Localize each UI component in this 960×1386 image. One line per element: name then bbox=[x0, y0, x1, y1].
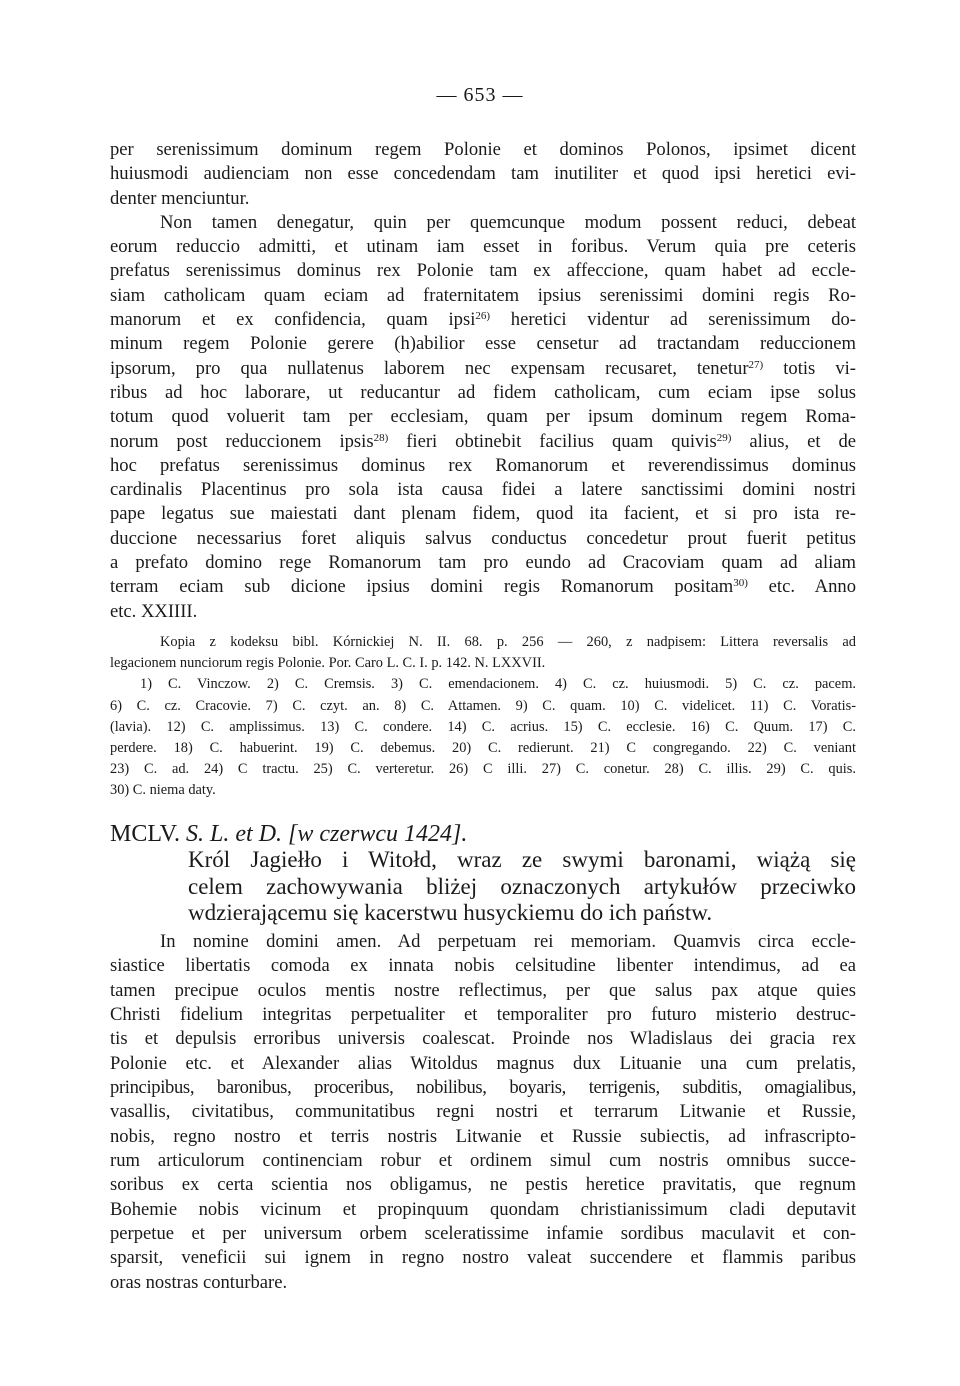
text-fragment: terram eciam sub dicione ipsius domini regis Romanorum positam bbox=[110, 576, 734, 598]
title-line: wdzierającemu się kacerstwu husyckiemu do ich państw. bbox=[188, 900, 713, 925]
footnotes bbox=[110, 632, 856, 802]
text-line: cardinalis Placentinus pro sola ista causa fidei a latere sanctissimi domini nostri bbox=[110, 479, 856, 501]
page-number: — 653 — bbox=[436, 84, 524, 106]
variant-note-line: 6) C. cz. Cracovie. 7) C. czyt. an. 8) C. Attamen. 9) C. quam. 10) C. videlicet. 11) C. Voratis- bbox=[110, 697, 856, 714]
document-text bbox=[110, 930, 856, 1295]
main-text-continued bbox=[110, 138, 856, 624]
document-title bbox=[188, 847, 856, 927]
text-fragment: totis vi- bbox=[783, 357, 856, 379]
text-line: totum quod voluerit tam per ecclesiam, quam per ipsum dominum regem Roma- bbox=[110, 406, 856, 428]
variant-note-line: 30) C. niema daty. bbox=[110, 782, 216, 799]
source-note-line: Kopia z kodeksu bibl. Kórnickiej N. II. 68. p. 256 — 260, z nadpisem: Littera reversalis ad bbox=[160, 634, 856, 650]
document-number: MCLV. bbox=[110, 821, 181, 847]
text-fragment: fieri obtinebit facilius quam quivis bbox=[406, 430, 717, 452]
text-line: duccione necessarius foret aliquis salvus conductus concedetur prout fuerit petitus bbox=[110, 527, 856, 549]
text-line: tis et depulsis erroribus universis coalescat. Proinde nos Wladislaus dei gracia rex bbox=[110, 1028, 856, 1050]
text-fragment: manorum et ex confidencia, quam ipsi bbox=[110, 309, 476, 331]
text-line: denter menciuntur. bbox=[110, 187, 250, 209]
text-line: ribus ad hoc laborare, ut reducantur ad fidem catholicam, cum eciam ipse solus bbox=[110, 381, 856, 403]
footnote-ref: 30) bbox=[733, 577, 748, 590]
text-line: rum articulorum continenciam robur et ordinem simul cum nostris omnibus succe- bbox=[110, 1150, 856, 1172]
variant-note-line: (lavia). 12) C. amplissimus. 13) C. condere. 14) C. acrius. 15) C. ecclesie. 16) C. Quum. 17) C. bbox=[110, 718, 856, 735]
text-line: per serenissimum dominum regem Polonie et dominos Polonos, ipsimet dicent bbox=[110, 139, 856, 160]
source-note-line: legacionem nunciorum regis Polonie. Por. Caro L. C. I. p. 142. N. LXXVII. bbox=[110, 655, 546, 672]
text-line: minum regem Polonie gerere (h)abilior esse censetur ad tractandam reduccionem bbox=[110, 333, 856, 355]
document-heading bbox=[110, 820, 856, 927]
text-line: sparsit, veneficii sui ignem in regno nostro valeat succendere et flammis paribus bbox=[110, 1247, 856, 1269]
document-date: [w czerwcu 1424]. bbox=[288, 821, 468, 847]
text-line: etc. XXIIII. bbox=[110, 600, 198, 622]
text-line: prefatus serenissimus dominus rex Polonie tam ex affeccione, quam habet ad eccle- bbox=[110, 260, 856, 282]
footnote-ref: 29) bbox=[716, 431, 732, 444]
source-abbreviation: S. L. et D. bbox=[186, 821, 283, 847]
text-line: perpetue et per universum orbem sceleratissime infamie sordibus maculavit et con- bbox=[110, 1223, 856, 1245]
footnote-ref: 26) bbox=[475, 310, 491, 323]
paragraph-start-line: Non tamen denegatur, quin per quemcunque modum possent reduci, debeat bbox=[160, 211, 856, 233]
text-line: nobis, regno nostro et terris nostris Litwanie et Russie subiectis, ad infrascripto- bbox=[110, 1125, 856, 1147]
title-line: celem zachowywania bliżej oznaczonych artykułów przeciwko bbox=[188, 873, 856, 899]
text-line: siastice libertatis comoda ex innata nobis celsitudine libenter intendimus, ad ea bbox=[110, 955, 856, 977]
text-line: Christi fidelium integritas perpetualiter et temporaliter pro futuro misterio destruc- bbox=[110, 1004, 856, 1026]
text-line: Polonie etc. et Alexander alias Witoldus magnus dux Lituanie una cum prelatis, bbox=[110, 1052, 856, 1074]
text-line: a prefato domino rege Romanorum tam pro eundo ad Cracoviam quam ad aliam bbox=[110, 552, 856, 574]
text-fragment: alius, et de bbox=[749, 430, 857, 452]
text-line: tamen precipue oculos mentis nostre reflectimus, per que salus pax atque quies bbox=[110, 979, 856, 1001]
text-line: Bohemie nobis vicinum et propinquum quondam christianissimum cladi deputavit bbox=[110, 1198, 856, 1220]
variant-note-line: 23) C. ad. 24) C tractu. 25) C. verteretur. 26) C illi. 27) C. conetur. 28) C. illis. 29) C. quis. bbox=[110, 761, 856, 778]
text-line: pape legatus sue maiestati dant plenam fidem, quod ita facient, et si pro ista re- bbox=[110, 503, 856, 525]
text-line bbox=[110, 575, 856, 599]
text-line: principibus, baronibus, proceribus, nobilibus, boyaris, terrigenis, subditis, omagialibus, bbox=[110, 1077, 856, 1099]
text-fragment: heretici videntur ad serenissimum do- bbox=[510, 309, 856, 331]
text-line: soribus ex certa scientia nos obligamus, ne pestis heretice pravitatis, que regnum bbox=[110, 1174, 856, 1196]
text-fragment: norum post reduccionem ipsis bbox=[110, 430, 374, 452]
text-line bbox=[110, 308, 856, 332]
text-line: hoc prefatus serenissimus dominus rex Romanorum et reverendissimus dominus bbox=[110, 454, 856, 476]
footnote-ref: 27) bbox=[748, 358, 764, 371]
text-line bbox=[110, 430, 856, 454]
paragraph-start-line: In nomine domini amen. Ad perpetuam rei memoriam. Quamvis circa eccle- bbox=[160, 931, 856, 952]
text-line: eorum reduccio admitti, et utinam iam esset in foribus. Verum quia pre ceteris bbox=[110, 236, 856, 258]
text-fragment: etc. Anno bbox=[768, 576, 856, 598]
text-line: huiusmodi audienciam non esse concedendam tam inutiliter et quod ipsi heretici evi- bbox=[110, 163, 856, 185]
text-line: oras nostras conturbare. bbox=[110, 1271, 288, 1293]
text-line bbox=[110, 357, 856, 381]
text-fragment: ipsorum, pro qua nullatenus laborem nec expensam recusaret, tenetur bbox=[110, 357, 749, 379]
variant-note-line: perdere. 18) C. habuerint. 19) C. debemus. 20) C. redierunt. 21) C congregando. 22) C. veniant bbox=[110, 740, 856, 757]
variant-note-line: 1) C. Vinczow. 2) C. Cremsis. 3) C. emendacionem. 4) C. cz. huiusmodi. 5) C. cz. pacem. bbox=[140, 676, 856, 693]
heading-first-line bbox=[110, 820, 856, 848]
text-line: vasallis, civitatibus, communitatibus regni nostri et terrarum Litwanie et Russie, bbox=[110, 1101, 856, 1123]
text-line: siam catholicam quam eciam ad fraternitatem ipsius serenissimi domini regis Ro- bbox=[110, 284, 856, 306]
title-line: Król Jagiełło i Witołd, wraz ze swymi baronami, wiążą się bbox=[188, 847, 856, 872]
footnote-ref: 28) bbox=[373, 431, 389, 444]
